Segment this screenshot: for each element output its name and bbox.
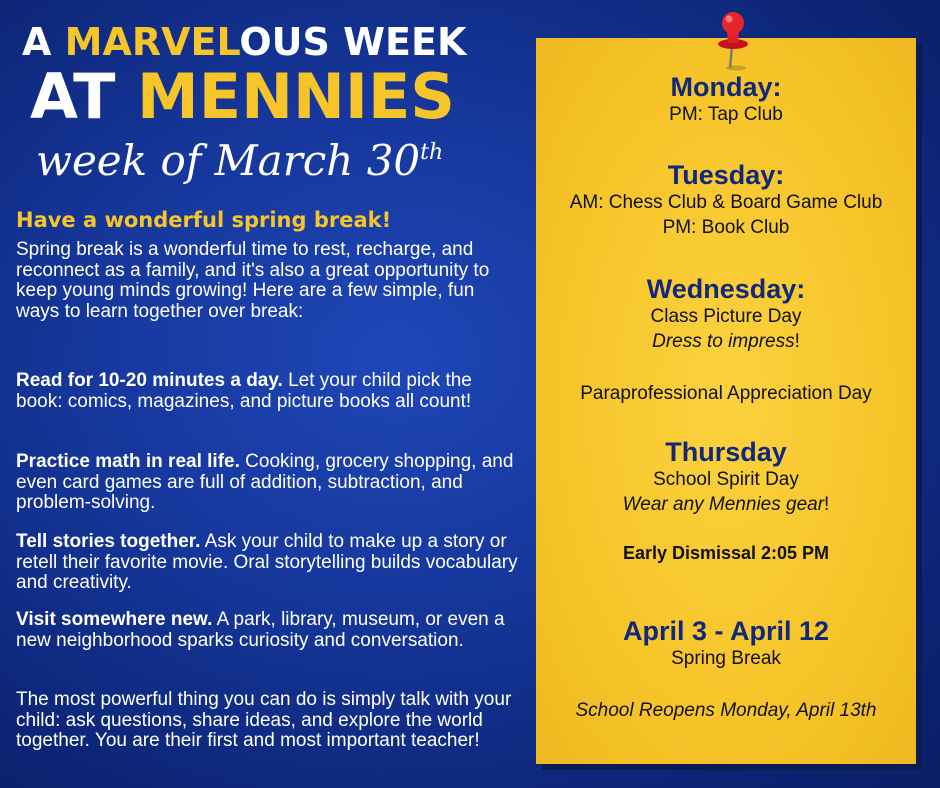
tuesday-heading: Tuesday: [667,160,785,190]
thursday-line-2-punct: ! [824,494,830,515]
tip-math [16,452,521,514]
wednesday-line-3: Paraprofessional Appreciation Day [580,383,872,404]
thursday-line-2 [536,492,916,517]
wednesday-line-1: Class Picture Day [650,306,802,327]
thursday-line-2-italic: Wear any Mennies gear [622,494,825,515]
tip-visit [16,610,521,651]
monday-heading: Monday: [670,72,782,102]
tip-read-text: Let your child pick the book: comics, magazines, and picture books all count! [16,370,472,412]
wednesday-line-2 [536,329,916,354]
thursday-line-3: Early Dismissal 2:05 PM [622,543,830,563]
title-line-1 [22,20,482,64]
wednesday-line-2-italic: Dress to impress [652,331,795,352]
title-word-a: A [22,20,65,64]
title-word-mennies: MENNIES [137,60,455,133]
wednesday-heading: Wednesday: [646,274,806,304]
monday-line-1: PM: Tap Club [669,104,783,125]
schedule-thursday [536,437,916,566]
week-of-suffix: th [420,140,444,165]
closing-paragraph: The most powerful thing you can do is simply talk with your child: ask questions, share ideas, and explore the world together. You are their first and most important teacher! [16,689,512,751]
intro-heading: Have a wonderful spring break! [16,208,392,232]
tip-read [16,371,521,412]
tip-math-heading: Practice math in real life. [16,451,240,472]
tuesday-line-2: PM: Book Club [662,217,790,238]
tip-math-text: Cooking, grocery shopping, and even card games are full of addition, subtraction, and problem-solving. [16,451,514,513]
wednesday-line-2-punct: ! [794,331,800,352]
thursday-line-1: School Spirit Day [653,469,799,490]
schedule-spring-break [536,616,916,723]
tip-stories-text: Ask your child to make up a story or retell their favorite movie. Oral storytelling builds vocabulary and creativity. [16,531,518,593]
week-of-text: week of March 30 [36,136,421,185]
title-line-2 [30,60,455,133]
spring-break-line-2: School Reopens Monday, April 13th [575,700,877,721]
title-word-marvel: MARVEL [64,20,240,64]
tuesday-line-1: AM: Chess Club & Board Game Club [569,192,883,213]
schedule-wednesday [536,274,916,406]
push-pin-icon [708,10,758,72]
schedule-tuesday [536,160,916,240]
spring-break-line-1: Spring Break [671,648,781,669]
tip-stories-heading: Tell stories together. [16,531,201,552]
week-of-subtitle [36,136,444,185]
title-word-ous-week: OUS WEEK [239,20,467,64]
spring-break-heading: April 3 - April 12 [622,616,830,646]
title-word-at: AT [30,60,138,133]
intro-body: Spring break is a wonderful time to rest, recharge, and reconnect as a family, and it's also a great opportunity to keep young minds growing! Here are a few simple, fun ways to learn together over break: [16,239,490,322]
tip-read-heading: Read for 10-20 minutes a day. [16,370,283,391]
tip-stories [16,532,521,594]
tip-visit-heading: Visit somewhere new. [16,609,213,630]
thursday-heading: Thursday [665,437,787,467]
tip-visit-text: A park, library, museum, or even a new neighborhood sparks curiosity and conversation. [16,609,505,651]
schedule-monday [536,72,916,127]
